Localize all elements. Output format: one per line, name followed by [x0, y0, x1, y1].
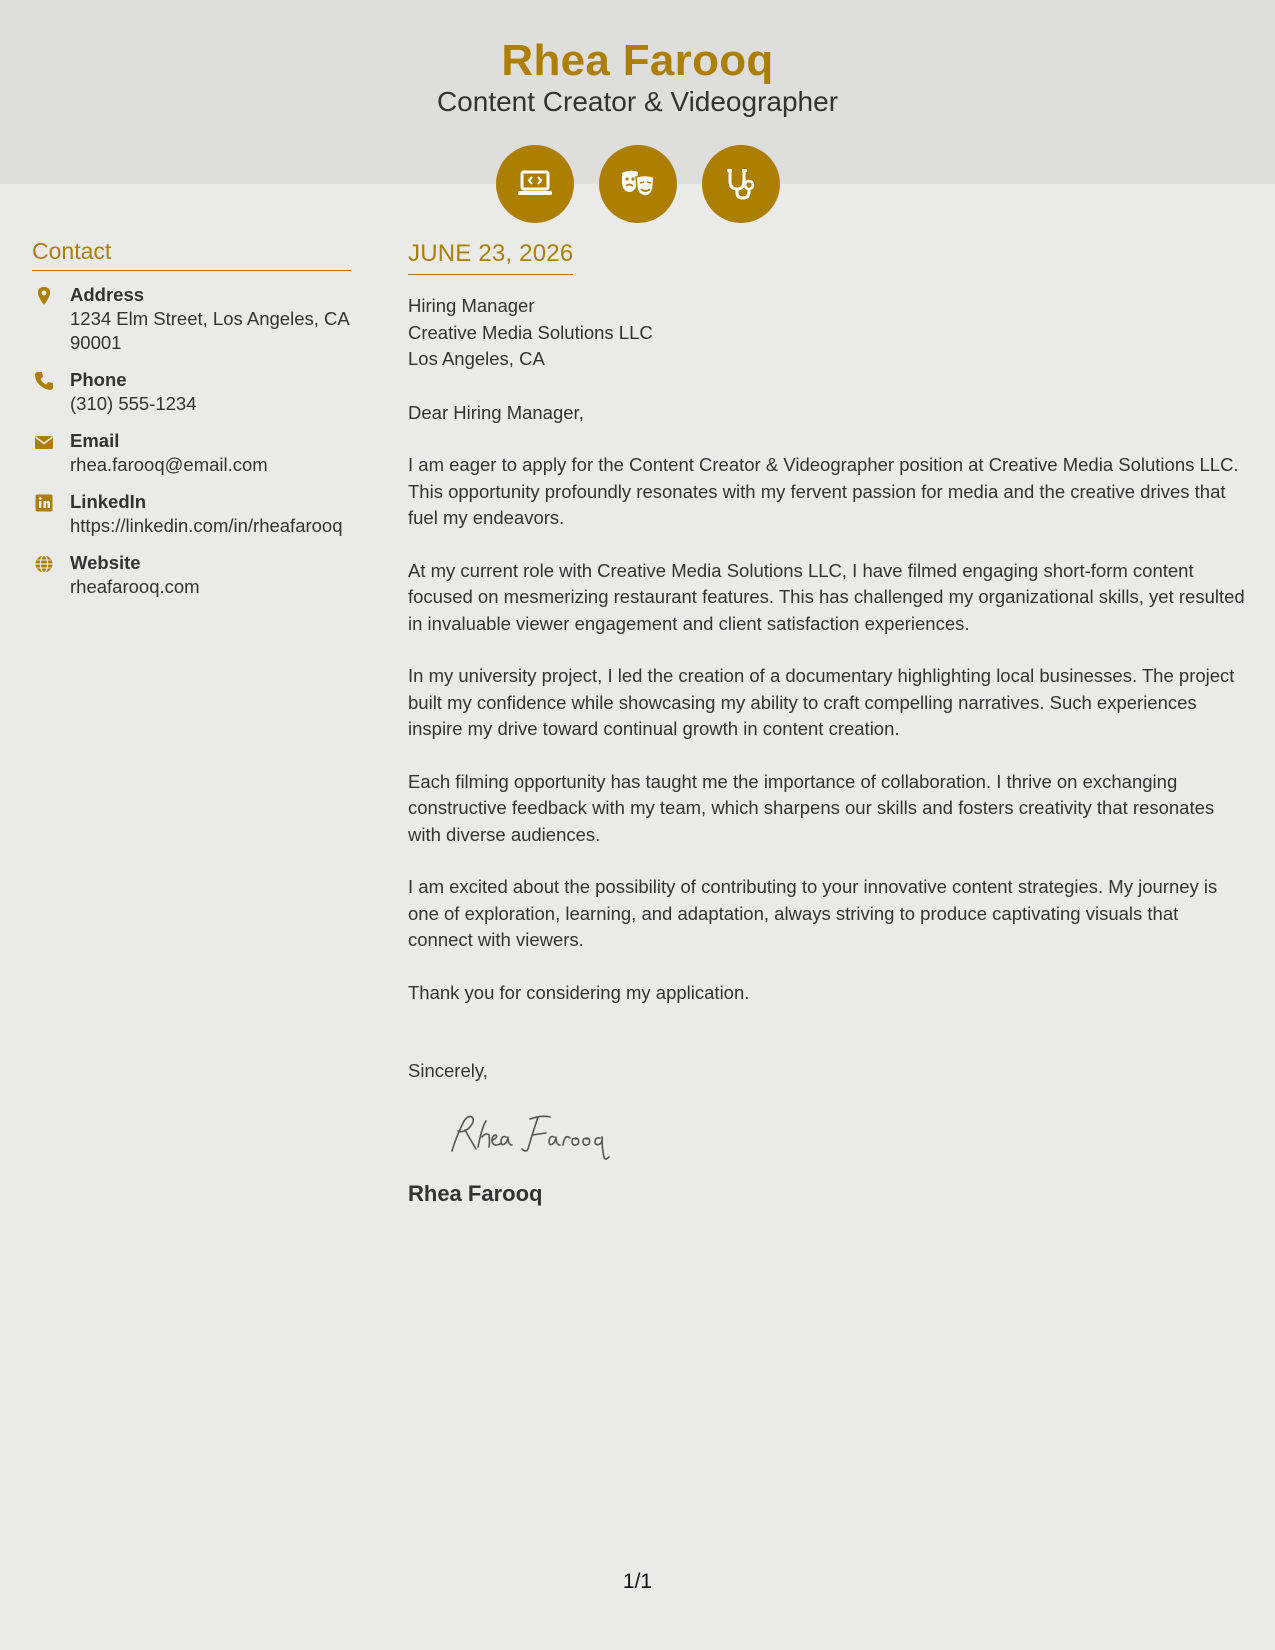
- recipient-block: [408, 293, 1248, 373]
- email-value[interactable]: rhea.farooq@email.com: [70, 454, 268, 475]
- map-marker-icon: [32, 283, 70, 355]
- laptop-code-icon: [496, 145, 574, 223]
- letter-date: JUNE 23, 2026: [408, 240, 574, 267]
- letter-paragraph: I am excited about the possibility of contributing to your innovative content strategies. My journey is one of exploration, learning, and adaptation, always striving to produce captivating visuals that connect with viewers.: [408, 876, 1218, 950]
- contact-list: [32, 283, 351, 599]
- contact-heading: Contact: [32, 238, 351, 271]
- letter-paragraph: Each filming opportunity has taught me the importance of collaboration. I thrive on exchanging constructive feedback with my team, which sharpens our skills and fosters creativity that resonates with diverse audiences.: [408, 770, 1215, 845]
- website-value[interactable]: rheafarooq.com: [70, 576, 200, 597]
- phone-icon: [32, 368, 70, 416]
- contact-label: Address: [70, 284, 145, 305]
- signed-name: Rhea Farooq: [408, 1180, 543, 1206]
- letter-paragraph: I am eager to apply for the Content Creator & Videographer position at Creative Media Solutions LLC. This opportunity profoundly resonates with my fervent passion for media and the creative drives that fuel my endeavors.: [408, 454, 1239, 528]
- envelope-icon: [32, 429, 70, 477]
- contact-label: LinkedIn: [70, 491, 147, 512]
- letter-body: [408, 240, 1248, 1207]
- recipient-line: Creative Media Solutions LLC: [408, 321, 653, 343]
- contact-item-phone: [32, 368, 351, 416]
- letter-paragraph: Thank you for considering my application.: [408, 981, 750, 1003]
- contact-item-address: [32, 283, 351, 355]
- job-title: Content Creator & Videographer: [436, 86, 839, 117]
- contact-sidebar: [32, 238, 351, 612]
- address-value: 1234 Elm Street, Los Angeles, CA 90001: [70, 308, 349, 353]
- stethoscope-icon: [702, 145, 780, 223]
- contact-label: Phone: [70, 369, 127, 390]
- linkedin-icon: [32, 490, 70, 538]
- theater-masks-icon: [599, 145, 677, 223]
- recipient-line: Los Angeles, CA: [408, 348, 545, 369]
- contact-item-email: [32, 429, 351, 477]
- closing: Sincerely,: [408, 1060, 488, 1081]
- page-number: 1/1: [622, 1570, 653, 1593]
- letter-paragraph: In my university project, I led the creation of a documentary highlighting local businesses. The project built my confidence while showcasing my ability to craft compelling narratives. Such experiences inspire my drive toward continual growth in content creation.: [408, 665, 1235, 739]
- salutation: Dear Hiring Manager,: [408, 401, 584, 423]
- contact-item-linkedin: [32, 490, 351, 538]
- contact-label: Website: [70, 552, 141, 573]
- phone-value: (310) 555-1234: [70, 393, 197, 414]
- linkedin-value[interactable]: https://linkedin.com/in/rheafarooq: [70, 515, 343, 536]
- contact-label: Email: [70, 430, 120, 451]
- date-block: [408, 240, 573, 275]
- recipient-line: Hiring Manager: [408, 295, 535, 316]
- candidate-name: Rhea Farooq: [501, 36, 774, 85]
- contact-item-website: [32, 551, 351, 599]
- letter-paragraph: At my current role with Creative Media Solutions LLC, I have filmed engaging short-form content focused on mesmerizing restaurant features. This has challenged my organizational skills, yet resulted in invaluable viewer engagement and client satisfaction experiences.: [408, 559, 1245, 634]
- handwritten-signature: [446, 1107, 1248, 1163]
- globe-icon: [32, 551, 70, 599]
- badge-row: [0, 145, 1275, 223]
